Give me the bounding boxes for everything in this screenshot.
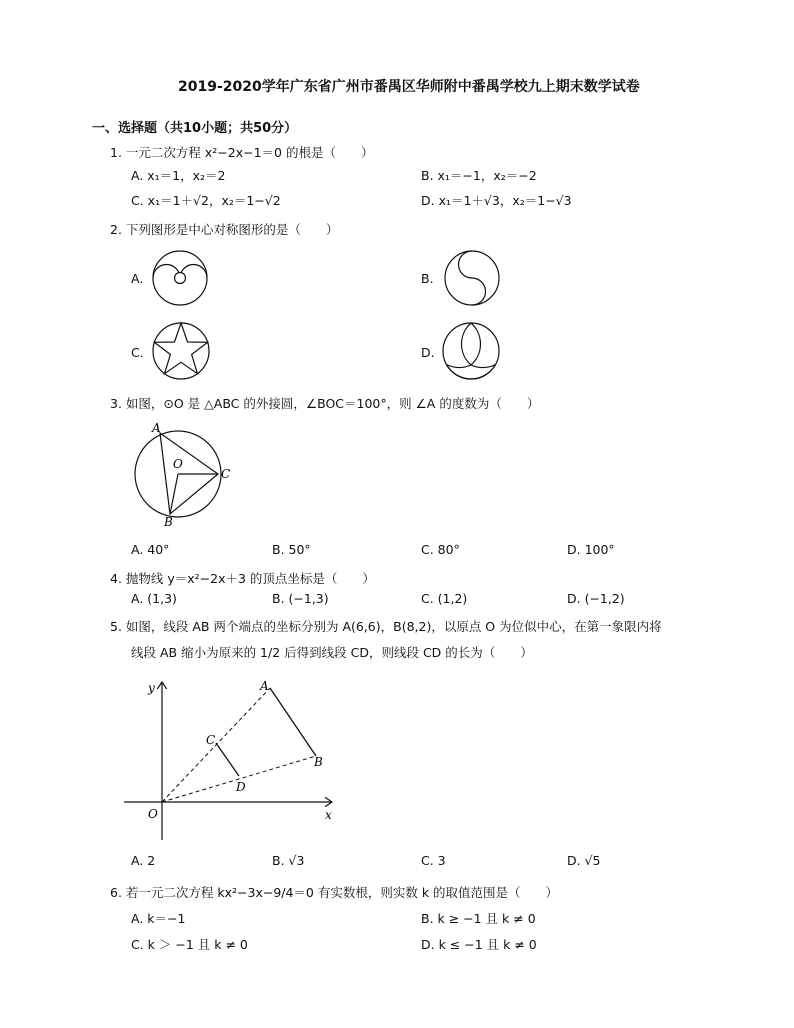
origin-label: O [148,807,158,821]
figure-circumcircle [128,418,238,530]
axis-x-label: x [325,808,332,822]
point-D-label: D [236,780,246,794]
question-2-option-a[interactable]: A. [131,271,144,286]
page-title: 2019-2020学年广东省广州市番禺区华师附中番禺学校九上期末数学试卷 [178,79,640,95]
question-6-option-d[interactable]: D. k ≤ −1 且 k ≠ 0 [421,937,537,952]
point-A-label: A [260,679,269,693]
question-1-option-b[interactable]: B. x₁＝−1，x₂＝−2 [421,168,537,183]
question-4-option-b[interactable]: B. (−1,3) [272,591,329,606]
figure-yin-yang [442,248,502,308]
question-3-option-c[interactable]: C. 80° [421,542,460,557]
question-3-option-b[interactable]: B. 50° [272,542,311,557]
question-5-option-b[interactable]: B. √3 [272,853,305,868]
figure-coordinate-homothety [118,672,348,852]
label-A: A [152,421,161,435]
question-4-option-c[interactable]: C. (1,2) [421,591,468,606]
question-5-option-c[interactable]: C. 3 [421,853,446,868]
question-5-stem-line1: 5. 如图，线段 AB 两个端点的坐标分别为 A(6,6)，B(8,2)，以原点 O 为位似中心，在第一象限内将 [110,619,662,634]
question-4-option-a[interactable]: A. (1,3) [131,591,177,606]
question-1-option-a[interactable]: A. x₁＝1，x₂＝2 [131,168,226,183]
figure-star-in-circle [150,320,212,382]
question-3-option-d[interactable]: D. 100° [567,542,615,557]
axis-y-label: y [148,681,155,695]
label-O: O [173,457,183,471]
question-4-option-d[interactable]: D. (−1,2) [567,591,625,606]
question-4-stem: 4. 抛物线 y＝x²−2x＋3 的顶点坐标是（ ） [110,571,375,586]
question-2-option-b[interactable]: B. [421,271,434,286]
question-1-option-c[interactable]: C. x₁＝1＋√2，x₂＝1−√2 [131,193,281,208]
question-2-stem: 2. 下列图形是中心对称图形的是（ ） [110,222,339,237]
question-1-option-d[interactable]: D. x₁＝1＋√3，x₂＝1−√3 [421,193,572,208]
figure-three-petals [440,320,502,382]
question-3-stem: 3. 如图，⊙O 是 △ABC 的外接圆，∠BOC＝100°，则 ∠A 的度数为（ ） [110,396,540,411]
question-6-stem: 6. 若一元二次方程 kx²−3x−9/4＝0 有实数根，则实数 k 的取值范围是（ ） [110,885,559,900]
question-6-option-c[interactable]: C. k ＞ −1 且 k ≠ 0 [131,937,248,952]
question-5-stem-line2: 线段 AB 缩小为原来的 1/2 后得到线段 CD，则线段 CD 的长为（ ） [131,645,533,660]
question-2-option-c[interactable]: C. [131,345,144,360]
question-3-option-a[interactable]: A. 40° [131,542,170,557]
point-C-label: C [206,733,216,747]
section-heading: 一、选择题（共10小题；共50分） [92,121,298,136]
label-B: B [164,515,173,529]
question-2-option-d[interactable]: D. [421,345,435,360]
question-5-option-a[interactable]: A. 2 [131,853,156,868]
point-B-label: B [314,755,323,769]
question-1-stem: 1. 一元二次方程 x²−2x−1＝0 的根是（ ） [110,145,374,160]
question-6-option-a[interactable]: A. k＝−1 [131,911,186,926]
question-5-option-d[interactable]: D. √5 [567,853,601,868]
label-C: C [221,467,231,481]
figure-circle-two-arcs [150,248,210,308]
question-6-option-b[interactable]: B. k ≥ −1 且 k ≠ 0 [421,911,536,926]
